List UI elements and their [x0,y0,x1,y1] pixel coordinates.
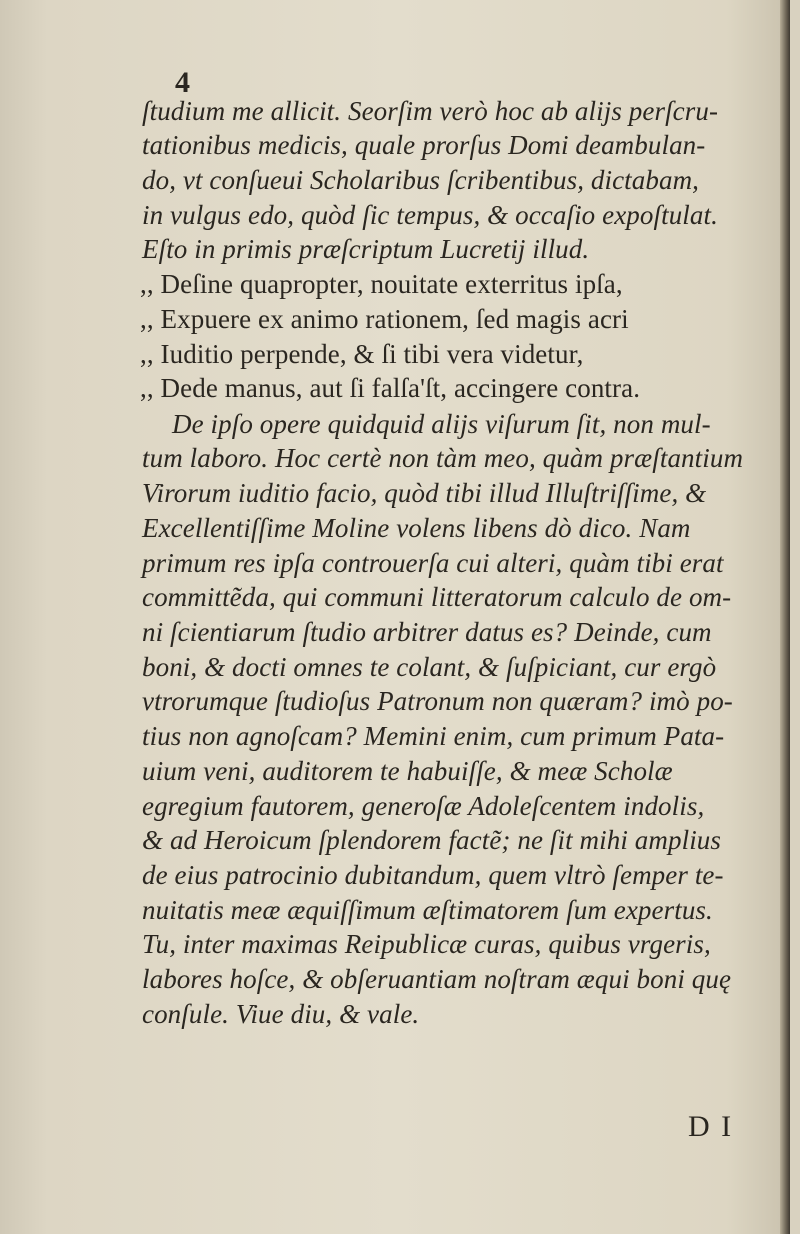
text-line: & ad Heroicum ſplendorem factẽ; ne ſit mihi amplius [142,825,722,855]
text-line: ſtudium me allicit. Seorſim verò hoc ab alijs perſcru- [142,96,719,126]
page-number: 4 [175,66,190,99]
verse-line: ,, Expuere ex animo rationem, ſed magis acri [140,304,629,334]
text-line: tationibus medicis, quale prorſus Domi deambulan- [142,130,706,160]
text-line: primum res ipſa controuerſa cui alteri, quàm tibi erat [142,548,724,578]
text-line: tum laboro. Hoc certè non tàm meo, quàm præſtantium [142,443,744,473]
text-line: Eſto in primis præſcriptum Lucretij illud. [142,234,590,264]
verse-line: ,, Deſine quapropter, nouitate exterritus ipſa, [140,269,623,299]
text-line: boni, & docti omnes te colant, & ſuſpiciant, cur ergò [142,652,717,682]
text-line: egregium fautorem, generoſæ Adoleſcentem indolis, [142,791,705,821]
signature-mark: D I [688,1110,734,1143]
text-line: Excellentiſſime Moline volens libens dò dico. Nam [142,513,691,543]
verse-line: ,, Dede manus, aut ſi falſa'ſt, accingere contra. [140,373,641,403]
text-line: in vulgus edo, quòd ſic tempus, & occaſio expoſtulat. [142,200,718,230]
text-line: uium veni, auditorem te habuiſſe, & meæ Scholæ [142,756,673,786]
text-line: conſule. Viue diu, & vale. [142,999,420,1029]
text-line: nuitatis meæ æquiſſimum æſtimatorem ſum expertus. [142,895,713,925]
text-line: Tu, inter maximas Reipublicæ curas, quibus vrgeris, [142,929,711,959]
text-line: De ipſo opere quidquid alijs viſurum ſit, non mul- [172,409,711,439]
text-line: Virorum iuditio facio, quòd tibi illud Illuſtriſſime, & [142,478,707,508]
text-line: de eius patrocinio dubitandum, quem vltrò ſemper te- [142,860,724,890]
text-line: vtrorumque ſtudioſus Patronum non quæram? imò po- [142,686,733,716]
verse-line: ,, Iuditio perpende, & ſi tibi vera videtur, [140,339,584,369]
text-line: tius non agnoſcam? Memini enim, cum primum Pata- [142,721,725,751]
text-line: do, vt conſueui Scholaribus ſcribentibus, dictabam, [142,165,700,195]
text-line: committẽda, qui communi litteratorum calculo de om- [142,582,732,612]
page-edge [780,0,790,1234]
text-line: labores hoſce, & obſeruantiam noſtram æqui boni quę [142,964,732,994]
text-line: ni ſcientiarum ſtudio arbitrer datus es? Deinde, cum [142,617,712,647]
